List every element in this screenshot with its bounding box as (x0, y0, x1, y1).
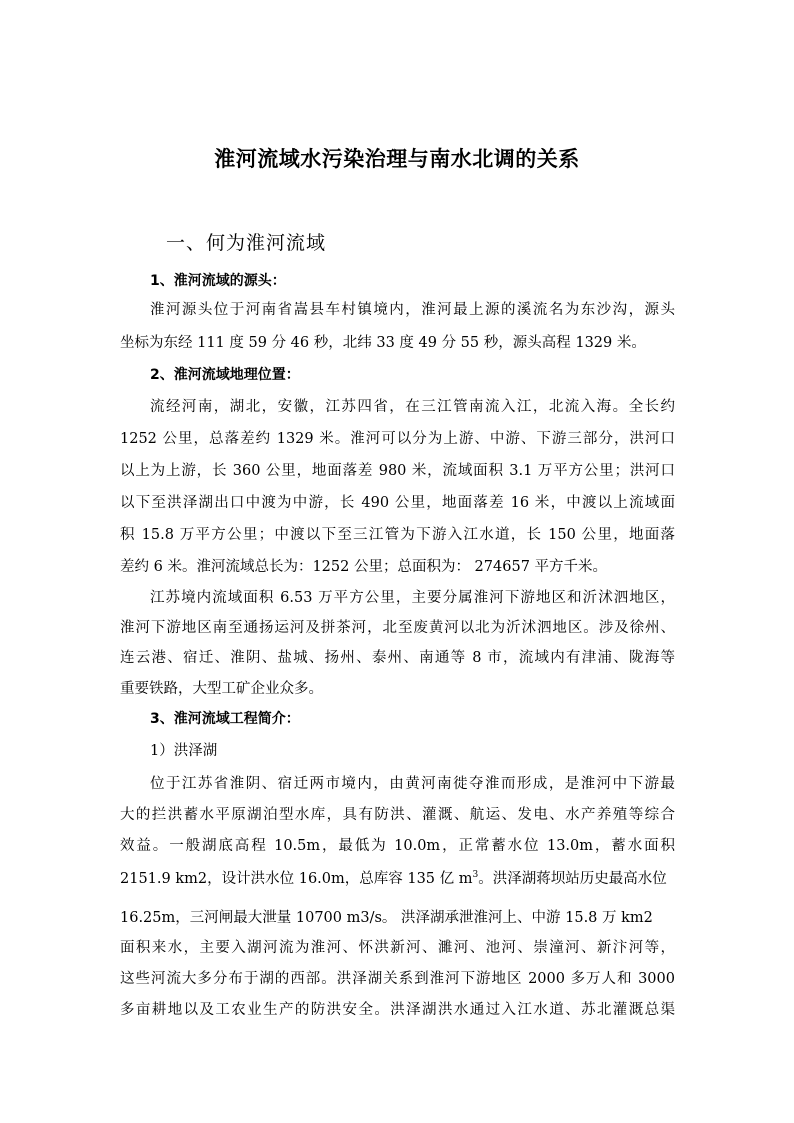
paragraph-line: 差约 6 米。淮河流域总长为：1252 公里；总面积为： 274657 平方千米。 (120, 559, 608, 575)
subheading-source: 1、淮河流域的源头： (150, 273, 286, 289)
paragraph-line (120, 867, 675, 888)
paragraph-line: 积 15.8 万平方公里；中渡以下至三江管为下游入江水道，长 150 公里，地面落 (120, 527, 675, 543)
paragraph-line: 连云港、宿迁、淮阴、盐城、扬州、泰州、南通等 8 市，流域内有津浦、陇海等 (120, 650, 675, 666)
section-heading-1: 一、何为淮河流域 (166, 232, 327, 254)
paragraph-line: 效益。一般湖底高程 10.5m，最低为 10.0m，正常蓄水位 13.0m，蓄水面积 (120, 838, 675, 854)
paragraph-line: 淮河下游地区南至通扬运河及拼茶河，北至废黄河以北为沂沭泗地区。涉及徐州、 (120, 620, 675, 636)
paragraph-line: 1252 公里，总落差约 1329 米。淮河可以分为上游、中游、下游三部分，洪河口 (120, 431, 675, 447)
subheading-projects: 3、淮河流域工程简介： (150, 711, 300, 727)
paragraph-line: 以下至洪泽湖出口中渡为中游，长 490 公里，地面落差 16 米，中渡以上流域面 (120, 495, 675, 511)
subheading-location: 2、淮河流域地理位置： (150, 367, 300, 383)
paragraph-line: 这些河流大多分布于湖的西部。洪泽湖关系到淮河下游地区 2000 多万人和 3000 (120, 971, 675, 987)
paragraph-line-text: 2151.9 km2，设计洪水位 16.0m，总库容 135 亿 m (120, 871, 473, 887)
paragraph-line: 16.25m，三河闸最大泄量 10700 m3/s。 洪泽湖承泄淮河上、中游 15.8 万 km2 (120, 910, 653, 926)
paragraph-line: 坐标为东经 111 度 59 分 46 秒，北纬 33 度 49 分 55 秒，源头高程 1329 米。 (120, 335, 646, 351)
paragraph-line: 流经河南，湖北，安徽，江苏四省，在三江管南流入江，北流入海。全长约 (150, 399, 675, 415)
paragraph-line: 以上为上游，长 360 公里，地面落差 980 米，流域面积 3.1 万平方公里；洪河口 (120, 463, 675, 479)
paragraph-line: 位于江苏省淮阴、宿迁两市境内，由黄河南徙夺淮而形成，是淮河中下游最 (150, 776, 675, 792)
paragraph-line: 面积来水，主要入湖河流为淮河、怀洪新河、濉河、池河、崇潼河、新汴河等， (120, 940, 675, 956)
paragraph-line: 江苏境内流域面积 6.53 万平方公里，主要分属淮河下游地区和沂沭泗地区， (150, 590, 675, 606)
paragraph-line-text: 。洪泽湖蒋坝站历史最高水位 (478, 871, 667, 887)
paragraph-line: 大的拦洪蓄水平原湖泊型水库，具有防洪、灌溉、航运、发电、水产养殖等综合 (120, 807, 675, 823)
document-title: 淮河流域水污染治理与南水北调的关系 (214, 147, 580, 171)
list-item-label: 1）洪泽湖 (150, 743, 218, 759)
paragraph-line: 淮河源头位于河南省嵩县车村镇境内，淮河最上源的溪流名为东沙沟，源头 (150, 302, 675, 318)
paragraph-line: 重要铁路，大型工矿企业众多。 (120, 681, 323, 697)
paragraph-line: 多亩耕地以及工农业生产的防洪安全。洪泽湖洪水通过入江水道、苏北灌溉总渠 (120, 1002, 675, 1018)
unit-superscript: 3 (472, 870, 479, 881)
